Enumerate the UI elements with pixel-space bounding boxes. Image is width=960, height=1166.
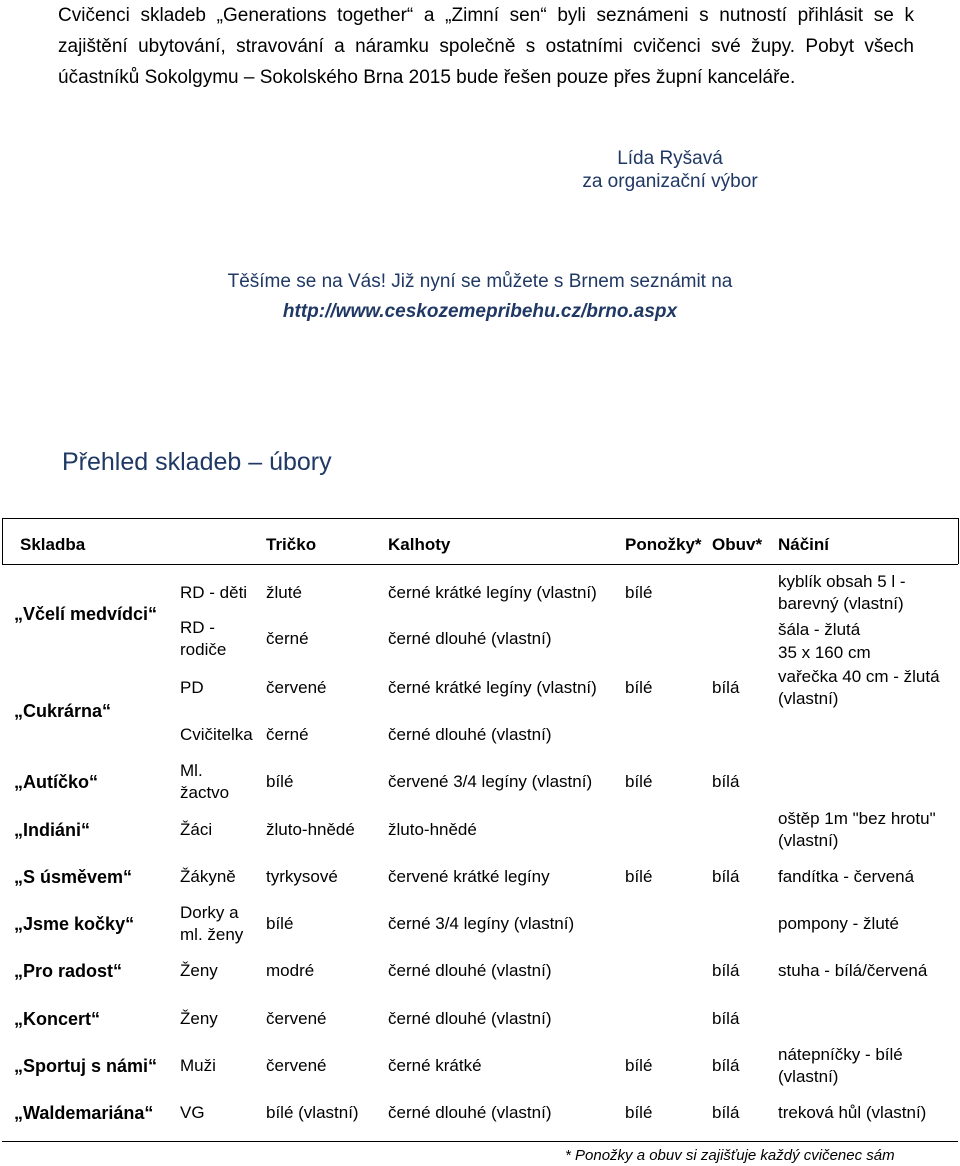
row-ml-zactvo-kalhoty: červené 3/4 legíny (vlastní) (388, 772, 593, 791)
signature-role: za organizační výbor (582, 171, 758, 192)
row-muzi-kalhoty: černé krátké (388, 1056, 482, 1075)
row-zaci-tricko: žluto-hnědé (266, 820, 355, 839)
row-vg-ponozky: bílé (625, 1103, 653, 1122)
row-cvicitelka-kalhoty: černé dlouhé (vlastní) (388, 725, 552, 744)
row-muzi-tricko: červené (266, 1056, 327, 1075)
row-ml-zactvo-tricko: bílé (266, 772, 294, 791)
row-pd-group: PD (180, 678, 204, 697)
header-tricko: Tričko (266, 535, 317, 554)
row-pd-obuv: bílá (712, 678, 740, 697)
table-left-rule (2, 518, 3, 564)
row-cvicitelka-tricko: černé (266, 725, 309, 744)
section-title: Přehled skladeb – úbory (62, 448, 332, 476)
skladba-auticko: „Autíčko“ (14, 772, 99, 792)
row-rd-deti-group: RD - děti (180, 583, 248, 602)
skladba-jsme-kocky: „Jsme kočky“ (14, 914, 135, 934)
row-zakyne-kalhoty: červené krátké legíny (388, 867, 550, 886)
row-muzi-ponozky: bílé (625, 1056, 653, 1075)
row-zeny-pro-radost-obuv: bílá (712, 961, 740, 980)
row-zakyne-obuv: bílá (712, 867, 740, 886)
skladba-waldemariana: „Waldemariána“ (14, 1103, 154, 1123)
header-kalhoty: Kalhoty (388, 535, 451, 554)
row-muzi-group: Muži (180, 1056, 216, 1075)
row-rd-deti-tricko: žluté (266, 583, 302, 602)
row-rd-deti-kalhoty: černé krátké legíny (vlastní) (388, 583, 597, 602)
row-zeny-koncert-group: Ženy (180, 1009, 218, 1028)
nacini-natepnicky: nátepníčky - bílé (vlastní) (778, 1045, 903, 1086)
table-header-rule (2, 564, 958, 565)
row-rd-rodice-kalhoty: černé dlouhé (vlastní) (388, 629, 552, 648)
table-right-rule (958, 518, 959, 564)
skladba-pro-radost: „Pro radost“ (14, 961, 123, 981)
skladba-s-usmevem: „S úsměvem“ (14, 867, 133, 887)
nacini-sala-size: 35 x 160 cm (778, 643, 871, 662)
nacini-stuha: stuha - bílá/červená (778, 961, 928, 980)
nacini-pompony: pompony - žluté (778, 914, 899, 933)
nacini-ostep: oštěp 1m "bez hrotu" (vlastní) (778, 809, 936, 850)
row-vg-group: VG (180, 1103, 205, 1122)
row-vg-obuv: bílá (712, 1103, 740, 1122)
website-link[interactable]: http://www.ceskozemepribehu.cz/brno.aspx (282, 301, 678, 322)
row-zakyne-group: Žákyně (180, 867, 236, 886)
table-top-rule (2, 518, 958, 519)
header-obuv: Obuv* (712, 535, 763, 554)
nacini-fanditka: fandítka - červená (778, 867, 915, 886)
nacini-varecka: vařečka 40 cm - žlutá (vlastní) (778, 667, 940, 708)
row-zeny-pro-radost-group: Ženy (180, 961, 218, 980)
skladba-cukrarna: „Cukrárna“ (14, 701, 112, 721)
skladba-sportuj-s-nami: „Sportuj s námi“ (14, 1056, 158, 1076)
row-rd-rodice-group: RD - rodiče (180, 618, 227, 659)
row-dorky-tricko: bílé (266, 914, 294, 933)
table-bottom-rule (2, 1141, 958, 1142)
row-zeny-koncert-tricko: červené (266, 1009, 327, 1028)
row-zeny-pro-radost-tricko: modré (266, 961, 315, 980)
header-nacini: Náčiní (778, 535, 830, 554)
row-ml-zactvo-group: Ml. žactvo (180, 761, 230, 802)
skladba-vceli-medvidci: „Včelí medvídci“ (14, 604, 158, 624)
welcome-block (0, 267, 960, 327)
row-pd-kalhoty: černé krátké legíny (vlastní) (388, 678, 597, 697)
welcome-text: Těšíme se na Vás! Již nyní se můžete s Brnem seznámit na (227, 271, 733, 292)
header-skladba: Skladba (20, 535, 86, 554)
row-zaci-group: Žáci (180, 820, 213, 839)
row-zakyne-ponozky: bílé (625, 867, 653, 886)
row-ml-zactvo-ponozky: bílé (625, 772, 653, 791)
row-ml-zactvo-obuv: bílá (712, 772, 740, 791)
intro-paragraph: Cvičenci skladeb „Generations together“ a „Zimní sen“ byli seznámeni s nutností přihlásit se k zajištění ubytování, stravování a náramku společně s ostatními cvičenci své župy. Pobyt všech účastníků Sokolgymu – Sokolského Brna 2015 bude řešen pouze přes župní kanceláře. (58, 5, 914, 88)
row-zeny-koncert-kalhoty: černé dlouhé (vlastní) (388, 1009, 552, 1028)
row-pd-ponozky: bílé (625, 678, 653, 697)
row-dorky-group: Dorky a ml. ženy (180, 903, 244, 944)
row-muzi-obuv: bílá (712, 1056, 740, 1075)
row-vg-kalhoty: černé dlouhé (vlastní) (388, 1103, 552, 1122)
row-zeny-koncert-obuv: bílá (712, 1009, 740, 1028)
row-dorky-kalhoty: černé 3/4 legíny (vlastní) (388, 914, 575, 933)
skladba-indiani: „Indiáni“ (14, 820, 90, 840)
row-zaci-kalhoty: žluto-hnědé (388, 820, 477, 839)
header-ponozky: Ponožky* (625, 535, 702, 554)
skladba-koncert: „Koncert“ (14, 1009, 101, 1029)
row-rd-rodice-tricko: černé (266, 629, 309, 648)
row-vg-tricko: bílé (vlastní) (266, 1103, 359, 1122)
nacini-trekova-hul: treková hůl (vlastní) (778, 1103, 927, 1122)
row-zakyne-tricko: tyrkysové (266, 867, 338, 886)
footnote: * Ponožky a obuv si zajišťuje každý cvičenec sám (565, 1147, 895, 1164)
row-cvicitelka-group: Cvičitelka (180, 725, 253, 744)
row-rd-deti-ponozky: bílé (625, 583, 653, 602)
nacini-kyblik: kyblík obsah 5 l - barevný (vlastní) (778, 572, 906, 613)
signature-name: Lída Ryšavá (617, 148, 723, 169)
row-zeny-pro-radost-kalhoty: černé dlouhé (vlastní) (388, 961, 552, 980)
nacini-sala-color: šála - žlutá (778, 620, 861, 639)
row-pd-tricko: červené (266, 678, 327, 697)
